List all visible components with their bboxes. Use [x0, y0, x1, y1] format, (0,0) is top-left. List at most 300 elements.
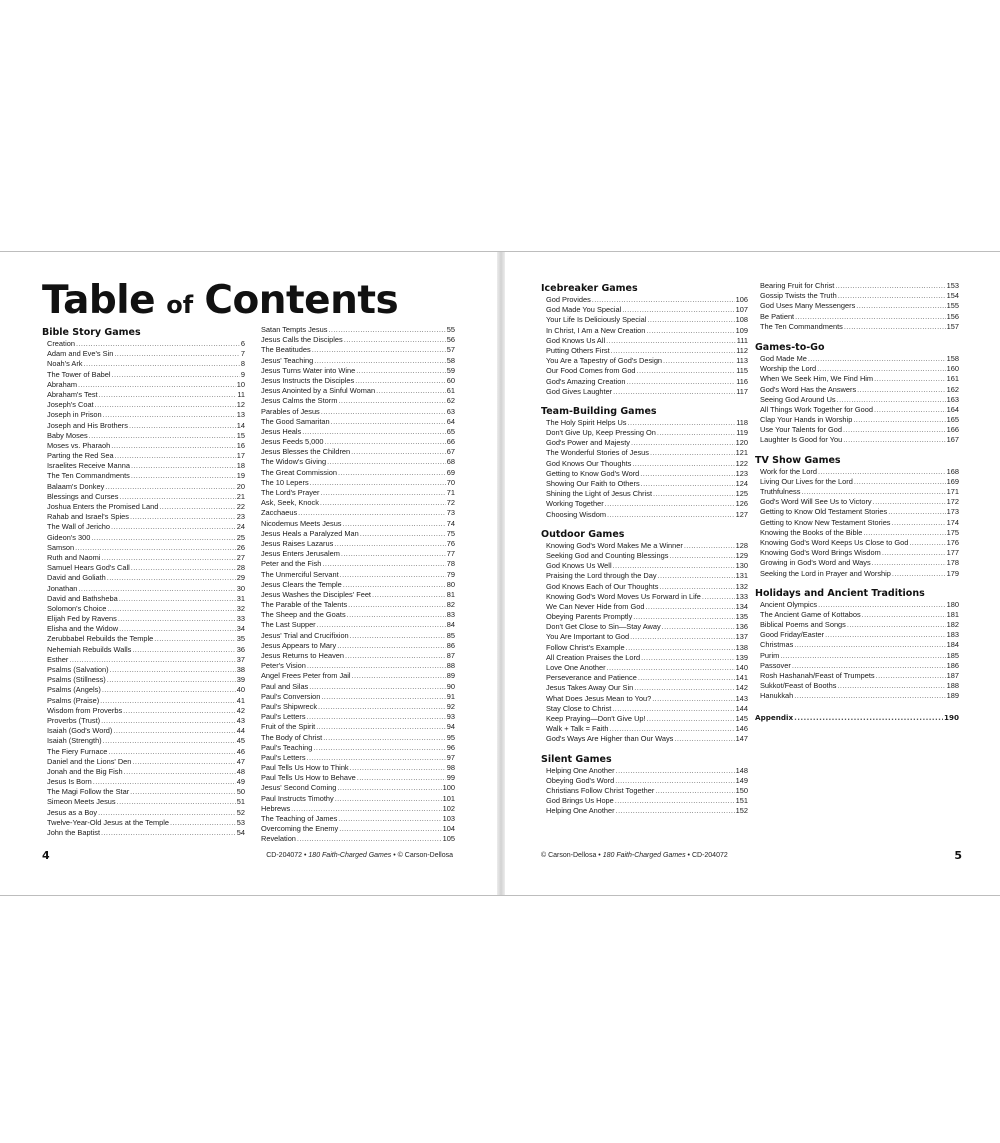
toc-entry[interactable] — [256, 457, 455, 467]
entry-page-number: 38 — [236, 665, 245, 674]
toc-entry[interactable] — [256, 478, 455, 488]
toc-entry[interactable] — [541, 663, 748, 673]
toc-entry[interactable] — [42, 563, 245, 573]
entry-leader — [592, 295, 735, 305]
toc-entry[interactable] — [256, 570, 455, 580]
toc-entry[interactable] — [42, 685, 245, 695]
toc-entry[interactable] — [256, 763, 455, 773]
toc-entry[interactable] — [42, 471, 245, 481]
toc-entry[interactable] — [541, 377, 748, 387]
toc-entry[interactable] — [42, 655, 245, 665]
toc-entry[interactable] — [42, 512, 245, 522]
entry-leader — [662, 622, 735, 632]
toc-entry[interactable] — [755, 538, 959, 548]
toc-entry[interactable] — [541, 806, 748, 816]
toc-entry[interactable] — [755, 301, 959, 311]
toc-entry[interactable] — [755, 291, 959, 301]
toc-entry[interactable] — [42, 370, 245, 380]
entry-page-number: 47 — [236, 756, 245, 766]
entry-page-number: 129 — [735, 550, 748, 560]
footer-bullet: • — [598, 852, 601, 859]
entry-leader — [100, 696, 236, 706]
entry-page-number: 181 — [946, 609, 959, 619]
entry-leader — [343, 519, 446, 529]
toc-entry[interactable] — [42, 359, 245, 369]
entry-title: God Uses Many Messengers — [760, 301, 856, 311]
toc-entry[interactable] — [755, 651, 959, 661]
toc-entry[interactable] — [256, 519, 455, 529]
toc-entry[interactable] — [541, 766, 748, 776]
toc-entry[interactable] — [541, 295, 748, 305]
entry-title: God Made Me — [760, 353, 807, 363]
section-heading-holidays: Holidays and Ancient Traditions — [755, 587, 925, 599]
toc-entry[interactable] — [541, 571, 748, 581]
entry-leader — [611, 346, 736, 356]
toc-entry[interactable] — [541, 356, 748, 366]
entry-leader — [863, 528, 945, 538]
entry-leader — [111, 441, 236, 451]
toc-entry[interactable] — [541, 776, 748, 786]
toc-entry[interactable] — [256, 325, 455, 335]
toc-entry[interactable] — [755, 385, 959, 395]
toc-entry[interactable] — [42, 543, 245, 553]
entry-page-number: 6 — [240, 339, 245, 348]
entry-leader — [89, 431, 236, 441]
entry-title: Rosh Hashanah/Feast of Trumpets — [760, 671, 875, 680]
toc-entry[interactable] — [256, 498, 455, 508]
toc-entry[interactable] — [256, 814, 455, 824]
entry-title: Seeing God Around Us — [760, 394, 836, 404]
toc-entry[interactable] — [755, 671, 959, 681]
toc-entry[interactable] — [755, 569, 959, 579]
toc-entry[interactable] — [42, 614, 245, 624]
toc-entry[interactable] — [541, 632, 748, 642]
toc-entry[interactable] — [42, 787, 245, 797]
toc-entry[interactable] — [256, 345, 455, 355]
entry-title: Laughter Is Good for You — [760, 435, 843, 445]
entry-leader — [657, 428, 735, 438]
toc-entry[interactable] — [42, 410, 245, 420]
toc-entry[interactable] — [42, 706, 245, 716]
entry-page-number: 10 — [236, 379, 245, 389]
entry-leader — [124, 767, 236, 777]
entry-title: Use Your Talents for God — [760, 425, 843, 435]
entry-page-number: 71 — [446, 488, 455, 497]
entry-leader — [117, 797, 236, 807]
toc-entry[interactable] — [42, 797, 245, 807]
toc-entry[interactable] — [541, 541, 748, 551]
entry-title: Perseverance and Patience — [546, 673, 637, 683]
toc-entry[interactable] — [256, 661, 455, 671]
toc-entry[interactable] — [42, 604, 245, 614]
entry-leader — [132, 645, 235, 655]
toc-entry[interactable] — [256, 488, 455, 498]
toc-entry[interactable] — [541, 724, 748, 734]
entry-leader — [795, 312, 946, 322]
entry-title: Peter's Vision — [261, 661, 306, 671]
entry-leader — [338, 468, 446, 478]
entry-leader — [856, 301, 945, 311]
entry-title: Jesus' Second Coming — [261, 783, 337, 793]
entry-leader — [854, 477, 946, 487]
toc-entry[interactable] — [256, 631, 455, 641]
toc-entry[interactable] — [256, 447, 455, 457]
toc-entry[interactable] — [256, 600, 455, 610]
toc-entry[interactable] — [42, 736, 245, 746]
entry-page-number: 138 — [735, 642, 748, 652]
toc-entry[interactable] — [755, 415, 959, 425]
toc-entry[interactable] — [541, 479, 748, 489]
toc-entry[interactable] — [256, 733, 455, 743]
entry-page-number: 31 — [236, 593, 245, 603]
toc-entry[interactable] — [755, 425, 959, 435]
toc-entry[interactable] — [256, 722, 455, 732]
entry-title: Jesus Clears the Temple — [261, 579, 342, 589]
toc-list — [541, 418, 748, 520]
entry-title: Walk + Talk = Faith — [546, 724, 609, 734]
toc-entry[interactable] — [42, 634, 245, 644]
entry-leader — [633, 612, 734, 622]
toc-entry[interactable] — [755, 477, 959, 487]
entry-page-number: 167 — [946, 435, 959, 445]
entry-page-number: 46 — [236, 746, 245, 756]
entry-leader — [131, 563, 236, 573]
toc-entry[interactable] — [541, 459, 748, 469]
entry-title: We Can Never Hide from God — [546, 601, 645, 611]
entry-page-number: 64 — [446, 416, 455, 426]
toc-entry[interactable] — [256, 682, 455, 692]
toc-entry[interactable] — [42, 482, 245, 492]
toc-entry[interactable] — [541, 683, 748, 693]
toc-entry[interactable] — [256, 366, 455, 376]
entry-title: The Wonderful Stories of Jesus — [546, 448, 649, 458]
toc-entry[interactable] — [755, 374, 959, 384]
entry-title: Knowing God's Word Makes Me a Winner — [546, 540, 683, 550]
toc-entry[interactable] — [755, 600, 959, 610]
entry-page-number: 66 — [446, 437, 455, 447]
toc-entry[interactable] — [541, 336, 748, 346]
toc-entry[interactable] — [42, 431, 245, 441]
toc-entry[interactable] — [755, 497, 959, 507]
toc-entry[interactable] — [42, 767, 245, 777]
toc-entry[interactable] — [256, 539, 455, 549]
toc-entry[interactable] — [42, 339, 245, 349]
toc-entry[interactable] — [42, 726, 245, 736]
toc-entry[interactable] — [256, 671, 455, 681]
toc-entry[interactable] — [541, 346, 748, 356]
toc-entry[interactable] — [755, 405, 959, 415]
toc-entry[interactable] — [755, 681, 959, 691]
toc-entry[interactable] — [755, 528, 959, 538]
entry-page-number: 133 — [735, 591, 748, 601]
toc-entry[interactable] — [256, 610, 455, 620]
toc-entry[interactable] — [42, 400, 245, 410]
toc-entry[interactable] — [541, 387, 748, 397]
toc-entry[interactable] — [256, 773, 455, 783]
toc-entry[interactable] — [256, 427, 455, 437]
toc-entry[interactable] — [256, 783, 455, 793]
toc-entry[interactable] — [256, 386, 455, 396]
entry-leader — [101, 716, 236, 726]
toc-entry[interactable] — [541, 592, 748, 602]
toc-entry[interactable] — [42, 451, 245, 461]
toc-entry[interactable] — [42, 421, 245, 431]
toc-entry[interactable] — [42, 828, 245, 838]
toc-entry[interactable] — [42, 808, 245, 818]
entry-leader — [844, 322, 946, 332]
toc-entry[interactable] — [256, 804, 455, 814]
toc-entry[interactable] — [256, 417, 455, 427]
toc-entry[interactable] — [42, 696, 245, 706]
entry-title: Bearing Fruit for Christ — [760, 281, 835, 290]
entry-title: Passover — [760, 660, 791, 670]
toc-entry[interactable] — [541, 734, 748, 744]
toc-entry[interactable] — [42, 553, 245, 563]
toc-entry[interactable] — [256, 580, 455, 590]
toc-entry[interactable] — [256, 407, 455, 417]
toc-entry[interactable] — [755, 312, 959, 322]
toc-entry[interactable] — [42, 380, 245, 390]
entry-page-number: 176 — [946, 537, 959, 547]
entry-page-number: 42 — [236, 705, 245, 715]
entry-leader — [112, 370, 240, 380]
toc-entry[interactable] — [755, 691, 959, 701]
toc-entry[interactable] — [541, 602, 748, 612]
entry-title: Obeying God's Word — [546, 775, 615, 785]
toc-entry[interactable] — [256, 620, 455, 630]
entry-page-number: 68 — [446, 457, 455, 467]
section-heading-team-building: Team-Building Games — [541, 405, 657, 417]
entry-title: The Widow's Giving — [261, 457, 327, 467]
entry-title: Truthfulness — [760, 487, 801, 496]
toc-entry[interactable] — [541, 551, 748, 561]
toc-entry[interactable] — [541, 366, 748, 376]
entry-page-number: 112 — [736, 345, 748, 355]
toc-entry[interactable] — [42, 665, 245, 675]
toc-entry[interactable] — [256, 335, 455, 345]
toc-entry[interactable] — [42, 441, 245, 451]
toc-entry[interactable] — [42, 573, 245, 583]
entry-leader — [794, 691, 945, 701]
toc-entry[interactable] — [256, 468, 455, 478]
toc-entry[interactable] — [256, 712, 455, 722]
toc-entry[interactable] — [755, 395, 959, 405]
book-gutter — [497, 252, 505, 895]
entry-leader — [631, 438, 735, 448]
entry-leader — [75, 543, 236, 553]
toc-entry[interactable] — [256, 396, 455, 406]
entry-page-number: 180 — [946, 599, 959, 609]
entry-leader — [613, 387, 735, 397]
toc-entry[interactable] — [256, 743, 455, 753]
entry-title: Hanukkah — [760, 691, 794, 701]
toc-entry[interactable] — [541, 714, 748, 724]
toc-entry[interactable] — [541, 438, 748, 448]
entry-leader — [640, 469, 734, 479]
entry-title: All Things Work Together for Good — [760, 404, 873, 414]
toc-entry[interactable] — [755, 548, 959, 558]
footer-book-title: 180 Faith-Charged Games — [308, 852, 392, 859]
toc-entry[interactable] — [755, 640, 959, 650]
toc-entry[interactable] — [42, 747, 245, 757]
toc-entry[interactable] — [755, 518, 959, 528]
toc-entry[interactable] — [42, 492, 245, 502]
entry-page-number: 15 — [236, 430, 245, 440]
toc-entry[interactable] — [42, 533, 245, 543]
toc-entry[interactable] — [755, 620, 959, 630]
entry-leader — [337, 641, 446, 651]
entry-leader — [645, 602, 734, 612]
entry-page-number: 86 — [446, 640, 455, 650]
toc-entry[interactable] — [541, 612, 748, 622]
entry-page-number: 186 — [946, 660, 959, 670]
toc-entry[interactable] — [755, 354, 959, 364]
entry-page-number: 107 — [735, 305, 748, 315]
entry-page-number: 165 — [946, 415, 959, 425]
toc-entry[interactable] — [256, 590, 455, 600]
toc-entry[interactable] — [42, 777, 245, 787]
entry-page-number: 20 — [236, 481, 245, 491]
entry-title: Joseph's Coat — [47, 400, 94, 410]
entry-page-number: 174 — [946, 517, 959, 527]
entry-page-number: 108 — [735, 315, 748, 325]
toc-entry[interactable] — [541, 428, 748, 438]
toc-entry[interactable] — [256, 437, 455, 447]
toc-entry[interactable] — [256, 794, 455, 804]
entry-title: Nehemiah Rebuilds Walls — [47, 644, 132, 654]
toc-entry[interactable] — [42, 675, 245, 685]
toc-entry[interactable] — [42, 757, 245, 767]
toc-entry[interactable] — [541, 499, 748, 509]
entry-page-number: 43 — [236, 715, 245, 725]
entry-title: Knowing the Books of the Bible — [760, 527, 863, 537]
entry-leader — [101, 553, 235, 563]
toc-entry[interactable] — [755, 281, 959, 291]
toc-entry[interactable] — [541, 673, 748, 683]
toc-entry[interactable] — [755, 558, 959, 568]
entry-title: In Christ, I Am a New Creation — [546, 325, 646, 335]
entry-page-number: 74 — [446, 518, 455, 528]
toc-entry[interactable] — [755, 322, 959, 332]
toc-entry[interactable] — [541, 694, 748, 704]
toc-entry[interactable] — [42, 390, 245, 400]
toc-entry[interactable] — [541, 643, 748, 653]
toc-entry[interactable] — [541, 622, 748, 632]
toc-entry[interactable] — [755, 610, 959, 620]
entry-title: Adam and Eve's Sin — [47, 349, 114, 359]
entry-page-number: 153 — [946, 281, 959, 290]
toc-entry[interactable] — [541, 326, 748, 336]
entry-title: Obeying Parents Promptly — [546, 612, 633, 622]
toc-entry[interactable] — [541, 315, 748, 325]
entry-title: God's Word Has the Answers — [760, 384, 857, 394]
toc-entry[interactable] — [42, 461, 245, 471]
toc-entry[interactable] — [541, 582, 748, 592]
entry-leader — [93, 777, 236, 787]
entry-title: The Tower of Babel — [47, 369, 111, 379]
toc-entry[interactable] — [42, 645, 245, 655]
toc-entry[interactable] — [256, 376, 455, 386]
toc-entry[interactable] — [256, 508, 455, 518]
entry-page-number: 152 — [735, 806, 748, 816]
toc-entry[interactable] — [541, 510, 748, 520]
toc-entry[interactable] — [256, 702, 455, 712]
toc-entry[interactable] — [42, 624, 245, 634]
entry-leader — [801, 487, 945, 497]
entry-leader — [291, 804, 441, 814]
toc-entry[interactable] — [541, 489, 748, 499]
entry-leader — [628, 418, 736, 428]
toc-entry[interactable] — [755, 661, 959, 671]
toc-entry[interactable] — [541, 786, 748, 796]
toc-entry[interactable] — [256, 356, 455, 366]
entry-page-number: 140 — [735, 663, 748, 672]
entry-title: You Are a Tapestry of God's Design — [546, 356, 663, 366]
entry-title: Jesus Calms the Storm — [261, 396, 338, 406]
entry-leader — [659, 582, 734, 592]
entry-leader — [324, 437, 445, 447]
toc-entry[interactable] — [42, 349, 245, 359]
toc-entry-appendix[interactable] — [755, 713, 959, 723]
toc-entry[interactable] — [256, 529, 455, 539]
toc-entry[interactable] — [541, 561, 748, 571]
toc-entry[interactable] — [256, 651, 455, 661]
entry-page-number: 131 — [735, 571, 748, 581]
toc-entry[interactable] — [755, 487, 959, 497]
toc-entry[interactable] — [42, 818, 245, 828]
footer-code: CD-204072 — [266, 852, 303, 859]
toc-entry[interactable] — [42, 522, 245, 532]
toc-entry[interactable] — [755, 507, 959, 517]
toc-entry[interactable] — [541, 469, 748, 479]
entry-title: The Parable of the Talents — [261, 600, 348, 610]
toc-entry[interactable] — [541, 796, 748, 806]
entry-page-number: 61 — [446, 386, 455, 396]
toc-entry[interactable] — [256, 559, 455, 569]
entry-page-number: 36 — [236, 644, 245, 654]
toc-entry[interactable] — [42, 584, 245, 594]
toc-entry[interactable] — [42, 594, 245, 604]
toc-entry[interactable] — [256, 549, 455, 559]
entry-page-number: 70 — [446, 477, 455, 487]
entry-leader — [309, 682, 446, 692]
entry-leader — [343, 580, 446, 590]
entry-page-number: 90 — [446, 681, 455, 691]
toc-entry[interactable] — [42, 716, 245, 726]
entry-title: Jesus as a Boy — [47, 807, 98, 817]
entry-leader — [674, 734, 734, 744]
toc-entry[interactable] — [755, 630, 959, 640]
toc-entry[interactable] — [256, 641, 455, 651]
toc-entry[interactable] — [256, 753, 455, 763]
toc-entry[interactable] — [541, 418, 748, 428]
toc-entry[interactable] — [256, 692, 455, 702]
toc-entry[interactable] — [541, 704, 748, 714]
toc-entry[interactable] — [42, 502, 245, 512]
toc-entry[interactable] — [755, 467, 959, 477]
toc-entry[interactable] — [256, 824, 455, 834]
entry-leader — [853, 415, 945, 425]
toc-entry[interactable] — [755, 435, 959, 445]
toc-entry[interactable] — [541, 305, 748, 315]
entry-leader — [131, 471, 236, 481]
toc-entry[interactable] — [755, 364, 959, 374]
toc-appendix — [755, 713, 959, 723]
toc-entry[interactable] — [256, 834, 455, 844]
entry-leader — [307, 712, 446, 722]
toc-entry[interactable] — [541, 448, 748, 458]
toc-entry[interactable] — [541, 653, 748, 663]
